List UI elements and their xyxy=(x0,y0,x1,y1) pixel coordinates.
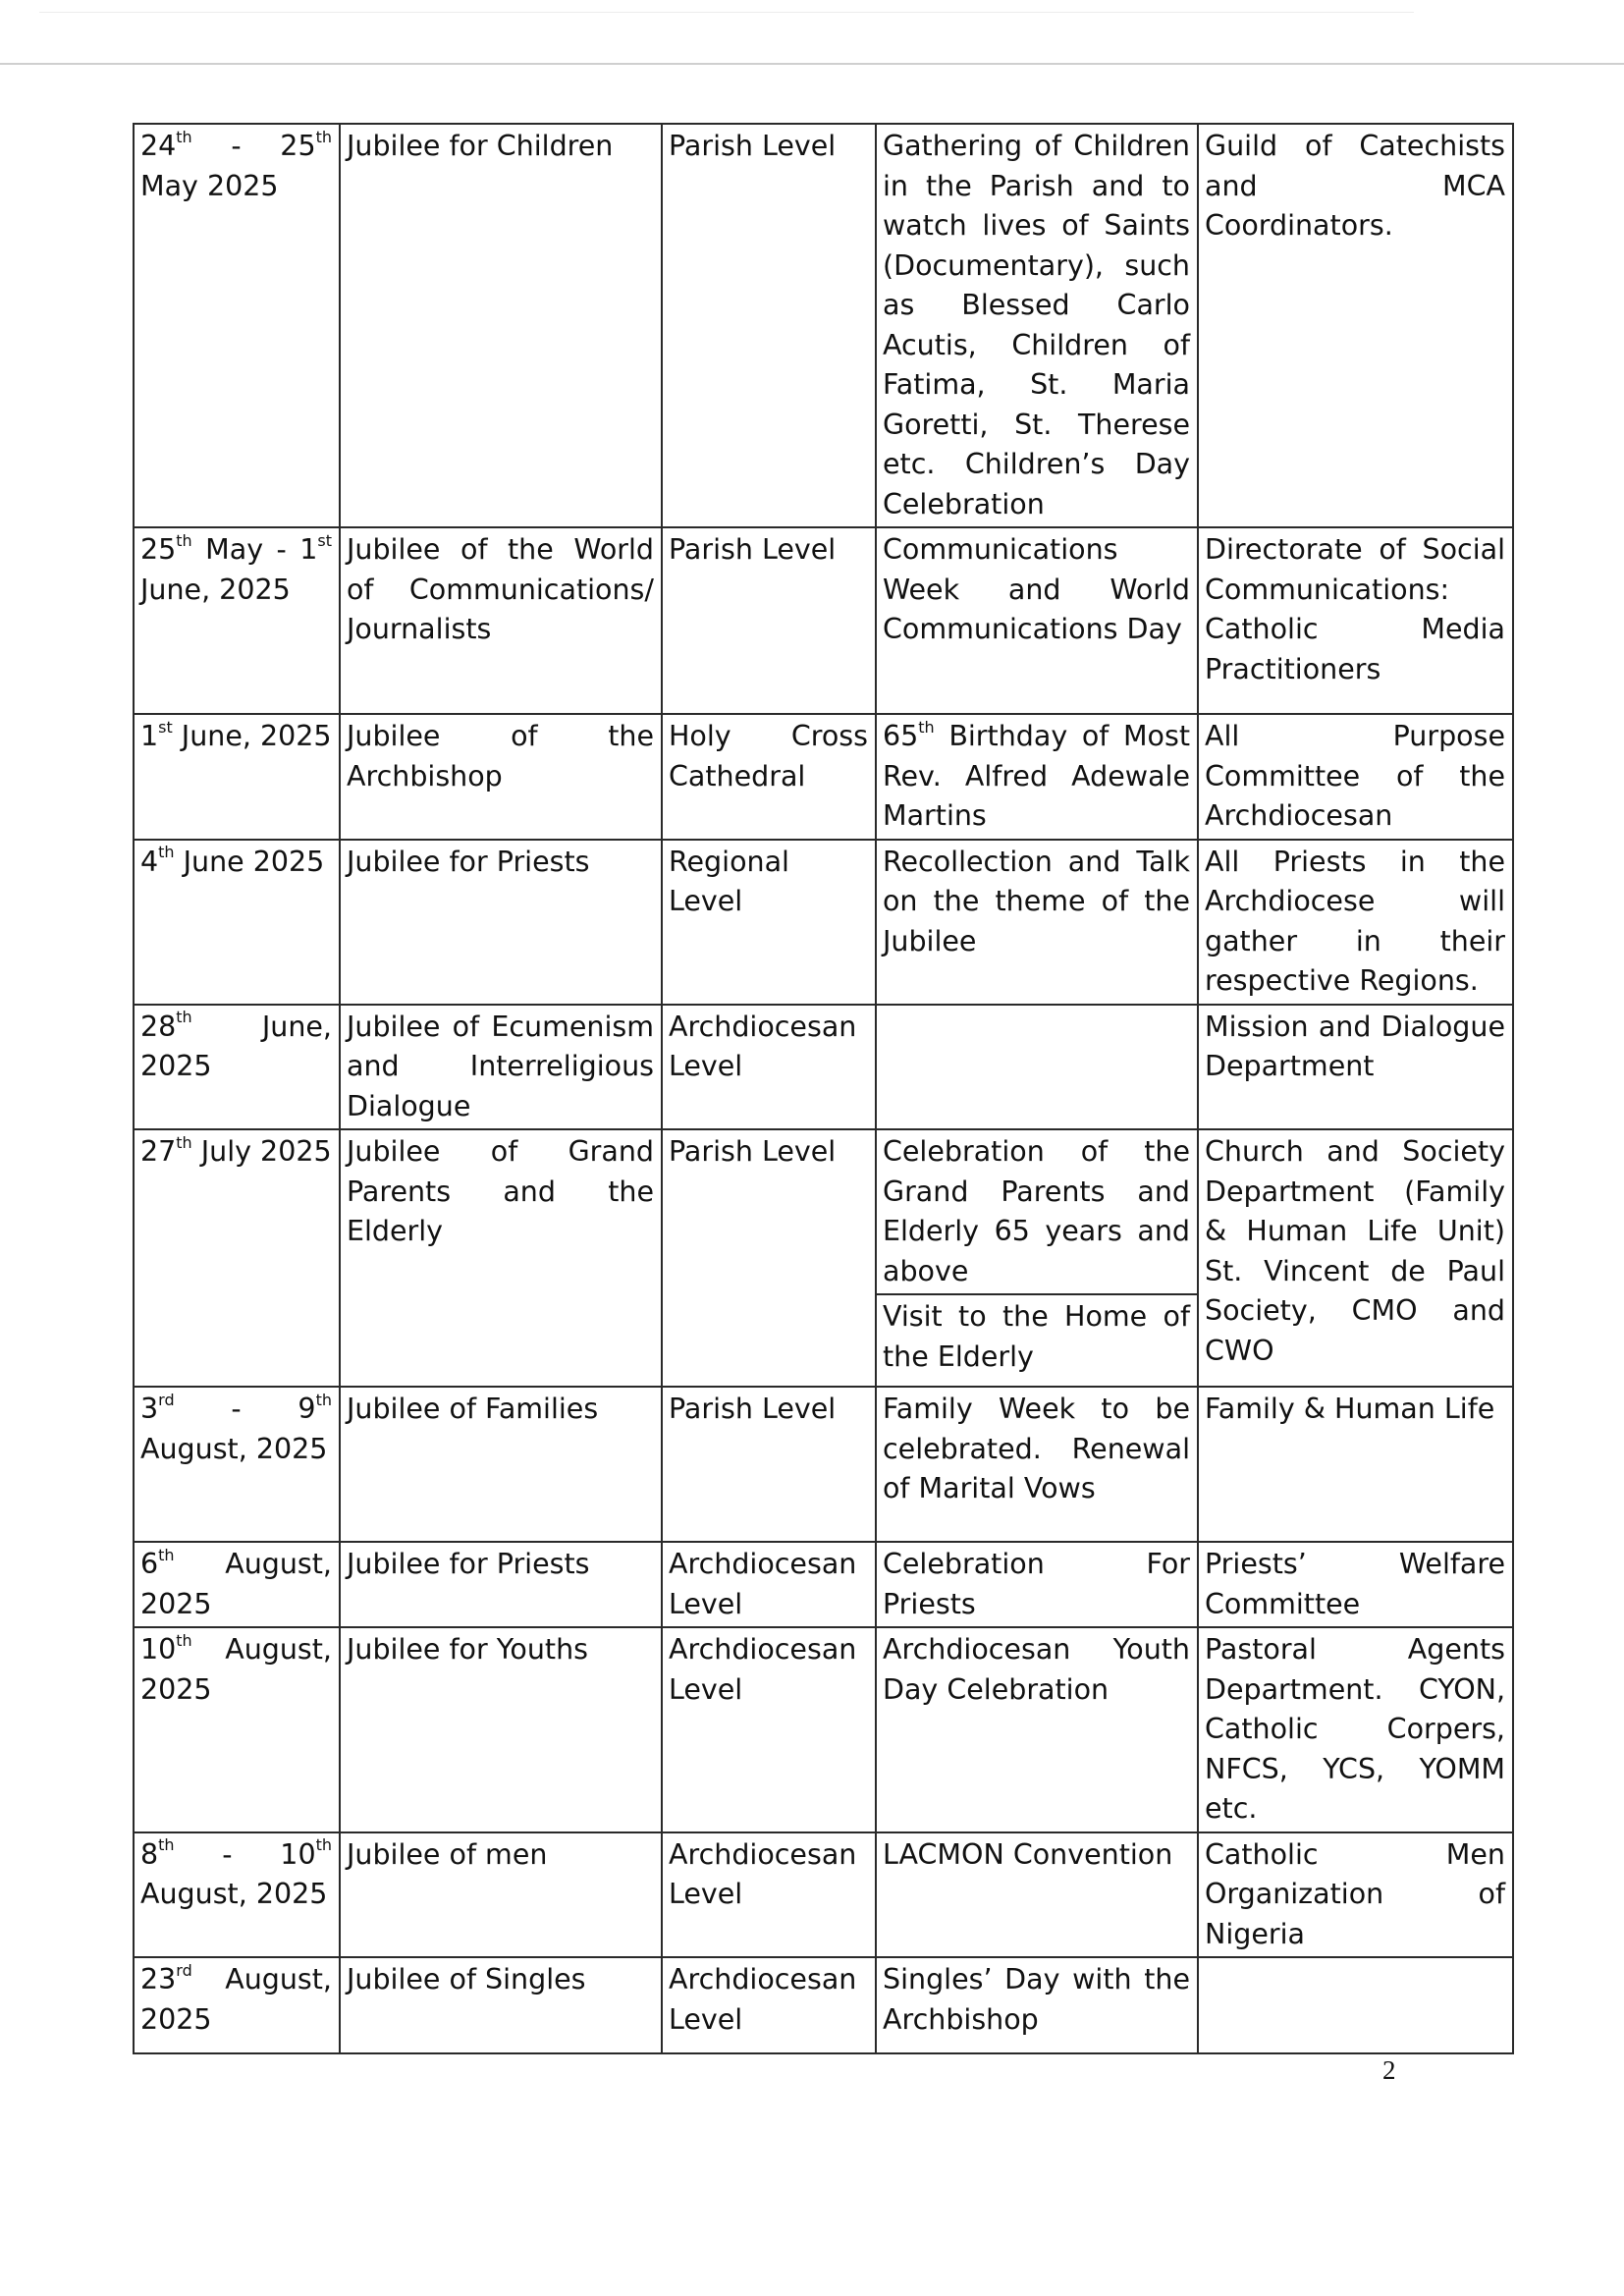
ordinal-suffix: th xyxy=(176,1630,192,1650)
venue-cell: Archdiocesan Level xyxy=(662,1832,876,1958)
schedule-body xyxy=(134,124,1513,2053)
ordinal-suffix: th xyxy=(918,717,935,737)
table-row xyxy=(134,1005,1513,1130)
activity-item: Celebration For Priests xyxy=(883,1548,1190,1620)
text-part: 8 xyxy=(140,1837,159,1871)
text-part: August, 2025 xyxy=(140,1963,332,2036)
text-part: 28 xyxy=(140,1010,177,1043)
ordinal-suffix: th xyxy=(176,127,192,146)
activity-cell xyxy=(876,124,1198,527)
ordinal-suffix: st xyxy=(158,717,173,737)
text-part: May - 1 xyxy=(191,533,318,566)
text-part: May 2025 xyxy=(140,169,279,202)
date-cell xyxy=(134,714,340,840)
activity-item: Family Week to be celebrated. Renewal of Marital Vows xyxy=(883,1393,1190,1504)
responsible-cell: Guild of Catechists and MCA Coordinators. xyxy=(1198,124,1513,527)
table-row xyxy=(134,124,1513,527)
responsible-cell: Family & Human Life xyxy=(1198,1387,1513,1542)
responsible-cell xyxy=(1198,1957,1513,2053)
text-part: August, 2025 xyxy=(140,1548,332,1620)
ordinal-suffix: th xyxy=(315,1390,332,1409)
responsible-cell: Priests’ Welfare Committee xyxy=(1198,1542,1513,1627)
text-part: 25 xyxy=(140,533,177,566)
responsible-cell: Mission and Dialogue Department xyxy=(1198,1005,1513,1130)
venue-cell: Archdiocesan Level xyxy=(662,1957,876,2053)
text-part: 27 xyxy=(140,1135,177,1168)
activity-cell xyxy=(876,1627,1198,1832)
event-cell: Jubilee for Priests xyxy=(340,840,662,1005)
activity-item: Singles’ Day with the Archbishop xyxy=(883,1963,1190,2036)
ordinal-suffix: th xyxy=(158,843,175,861)
responsible-cell: All Priests in the Archdiocese will gather in their respective Regions. xyxy=(1198,840,1513,1005)
date-cell xyxy=(134,1957,340,2053)
event-cell: Jubilee of Families xyxy=(340,1387,662,1542)
ordinal-suffix: th xyxy=(176,1008,192,1026)
event-cell: Jubilee for Youths xyxy=(340,1627,662,1832)
text-part: - 25 xyxy=(191,130,316,162)
table-row xyxy=(134,1129,1513,1387)
text-part: June 2025 xyxy=(174,845,325,878)
ordinal-suffix: st xyxy=(317,530,332,550)
text-part: 1 xyxy=(140,720,159,752)
header-rule xyxy=(0,63,1624,65)
table-row xyxy=(134,1387,1513,1542)
venue-cell: Archdiocesan Level xyxy=(662,1005,876,1130)
activity-cell xyxy=(876,840,1198,1005)
table-row xyxy=(134,1542,1513,1627)
venue-cell: Archdiocesan Level xyxy=(662,1542,876,1627)
text-part: 3 xyxy=(140,1393,159,1425)
text-part: Birthday of Most Rev. Alfred Adewale Martins xyxy=(883,720,1190,832)
event-cell: Jubilee for Children xyxy=(340,124,662,527)
activity-item: Visit to the Home of the Elderly xyxy=(877,1293,1197,1377)
responsible-cell: All Purpose Committee of the Archdiocesan xyxy=(1198,714,1513,840)
activity-item: Celebration of the Grand Parents and Elderly 65 years and above xyxy=(883,1135,1190,1287)
date-cell xyxy=(134,840,340,1005)
ordinal-suffix: rd xyxy=(158,1390,175,1409)
text-part: June, 2025 xyxy=(140,1010,332,1082)
text-part: August, 2025 xyxy=(140,1878,328,1910)
activity-item: Gathering of Children in the Parish and to watch lives of Saints (Documentary), such as Blessed Carlo Acutis, Children of Fatima, St. Maria Goretti, St. Therese etc. Children’s Day Celebration xyxy=(883,130,1190,520)
text-part: 65 xyxy=(883,720,919,752)
ordinal-suffix: rd xyxy=(176,1960,192,1980)
page-number: 2 xyxy=(1382,2055,1396,2085)
jubilee-schedule-table xyxy=(133,123,1514,2054)
date-cell xyxy=(134,1627,340,1832)
text-part: 6 xyxy=(140,1548,159,1580)
scan-artifact-line xyxy=(39,12,1414,13)
event-cell: Jubilee of Grand Parents and the Elderly xyxy=(340,1129,662,1387)
venue-cell: Regional Level xyxy=(662,840,876,1005)
event-cell: Jubilee of the World of Communications/ Journalists xyxy=(340,527,662,714)
responsible-cell: Directorate of Social Communications: Catholic Media Practitioners xyxy=(1198,527,1513,714)
activity-cell xyxy=(876,527,1198,714)
date-cell xyxy=(134,527,340,714)
venue-cell: Holy Cross Cathedral xyxy=(662,714,876,840)
event-cell: Jubilee of Ecumenism and Interreligious Dialogue xyxy=(340,1005,662,1130)
ordinal-suffix: th xyxy=(315,127,332,146)
activity-cell xyxy=(876,1957,1198,2053)
text-part: August, 2025 xyxy=(140,1633,332,1706)
responsible-cell: Catholic Men Organization of Nigeria xyxy=(1198,1832,1513,1958)
text-part: 10 xyxy=(140,1633,177,1666)
text-part: - 10 xyxy=(174,1837,316,1871)
text-part: 24 xyxy=(140,130,177,162)
activity-cell xyxy=(876,1387,1198,1542)
activity-cell xyxy=(876,714,1198,840)
activity-item: Communications Week and World Communications Day xyxy=(883,533,1190,645)
table-row xyxy=(134,527,1513,714)
venue-cell: Parish Level xyxy=(662,1129,876,1387)
responsible-cell: Pastoral Agents Department. CYON, Catholic Corpers, NFCS, YCS, YOMM etc. xyxy=(1198,1627,1513,1832)
ordinal-suffix: th xyxy=(176,530,192,550)
activity-cell xyxy=(876,1832,1198,1958)
table-row xyxy=(134,1957,1513,2053)
venue-cell: Parish Level xyxy=(662,527,876,714)
event-cell: Jubilee of Singles xyxy=(340,1957,662,2053)
venue-cell: Parish Level xyxy=(662,124,876,527)
date-cell xyxy=(134,124,340,527)
responsible-cell: Church and Society Department (Family & Human Life Unit) St. Vincent de Paul Society, CMO and CWO xyxy=(1198,1129,1513,1387)
activity-item: Recollection and Talk on the theme of the Jubilee xyxy=(883,845,1190,957)
ordinal-suffix: th xyxy=(158,1545,175,1564)
text-part: 4 xyxy=(140,845,159,878)
event-cell: Jubilee of the Archbishop xyxy=(340,714,662,840)
venue-cell: Archdiocesan Level xyxy=(662,1627,876,1832)
activity-item: LACMON Convention xyxy=(883,1837,1173,1871)
date-cell xyxy=(134,1387,340,1542)
date-cell xyxy=(134,1005,340,1130)
table-row xyxy=(134,714,1513,840)
text-part: August, 2025 xyxy=(140,1432,328,1465)
ordinal-suffix: th xyxy=(158,1835,175,1854)
date-cell xyxy=(134,1129,340,1387)
ordinal-suffix: th xyxy=(176,1132,192,1152)
text-part: June, 2025 xyxy=(172,720,332,752)
event-cell: Jubilee of men xyxy=(340,1832,662,1958)
date-cell xyxy=(134,1832,340,1958)
table-row xyxy=(134,1627,1513,1832)
activity-cell xyxy=(876,1005,1198,1130)
activity-cell xyxy=(876,1542,1198,1627)
table-row xyxy=(134,840,1513,1005)
text-part: 23 xyxy=(140,1963,177,1995)
table-row xyxy=(134,1832,1513,1958)
text-part: July 2025 xyxy=(191,1135,332,1168)
activity-item: Archdiocesan Youth Day Celebration xyxy=(883,1633,1190,1706)
text-part: - 9 xyxy=(174,1393,316,1425)
event-cell: Jubilee for Priests xyxy=(340,1542,662,1627)
venue-cell: Parish Level xyxy=(662,1387,876,1542)
text-part: June, 2025 xyxy=(140,573,291,606)
activity-cell xyxy=(876,1129,1198,1387)
ordinal-suffix: th xyxy=(315,1835,332,1854)
date-cell xyxy=(134,1542,340,1627)
